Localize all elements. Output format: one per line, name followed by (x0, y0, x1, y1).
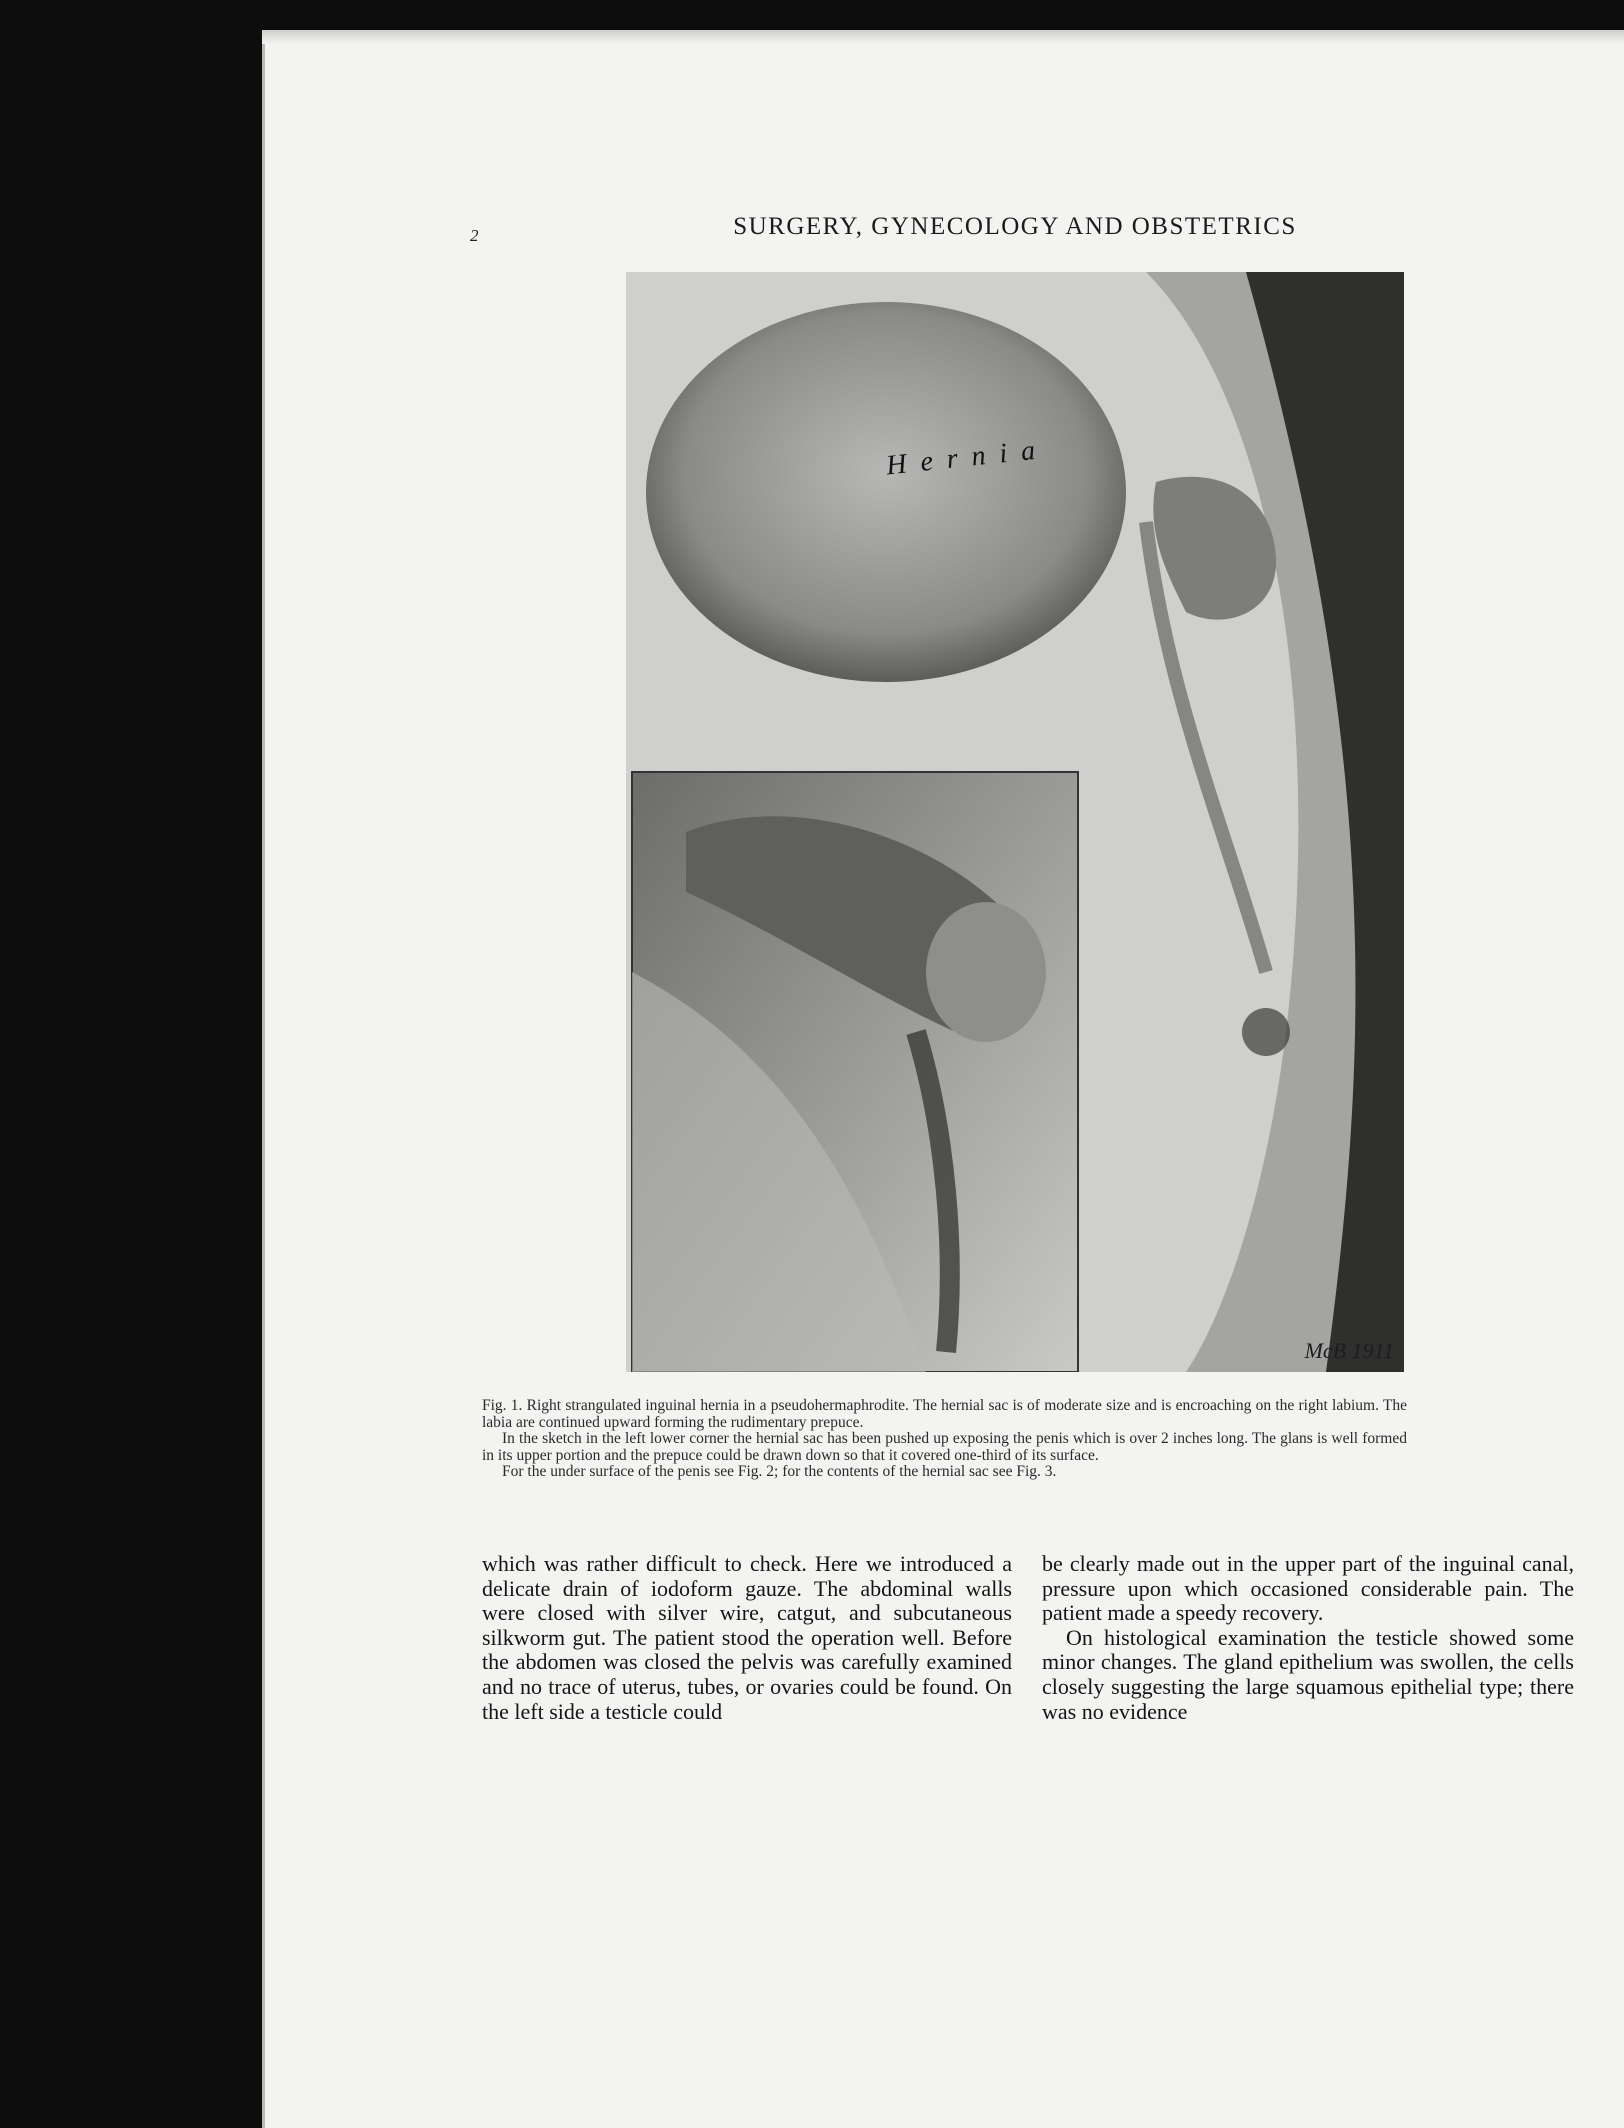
caption-line-3: For the under surface of the penis see Fig. 2; for the contents of the hernial sac see Fig. 3. (502, 1463, 1057, 1480)
figure-caption (482, 1398, 1407, 1481)
body-column-right (1042, 1552, 1574, 1724)
left-paragraph-1: which was rather difficult to check. Here we introduced a delicate drain of iodoform gauze. The abdominal walls were closed with silver wire, catgut, and subcutaneous silkworm gut. The patient stood the operation well. Before the abdomen was closed the pelvis was carefully examined and no trace of uterus, tubes, or ovaries could be found. On the left side a testicle could (482, 1551, 1012, 1724)
body-column-left (482, 1552, 1012, 1724)
right-paragraph-2: On histological examination the testicle showed some minor changes. The gland epithelium was swollen, the cells closely suggesting the large squamous epithelial type; there was no evidence (1042, 1624, 1574, 1724)
figure-plate (626, 272, 1404, 1372)
artist-signature: McB 1911 (1304, 1338, 1394, 1363)
page-number: 2 (470, 226, 479, 245)
page-top-edge (262, 30, 1624, 44)
figure-hernia-label: Hernia (884, 433, 1051, 482)
caption-line-1: Fig. 1. Right strangulated inguinal hernia in a pseudohermaphrodite. The hernial sac is of moderate size and is encroaching on the right labium. The labia are continued upward forming the rudimentary prepuce. (482, 1397, 1407, 1431)
running-title: SURGERY, GYNECOLOGY AND OBSTETRICS (733, 213, 1297, 240)
caption-line-2: In the sketch in the left lower corner the hernial sac has been pushed up exposing the penis which is over 2 inches long. The glans is well formed in its upper portion and the prepuce could be drawn down so that it covered one-third of its surface. (482, 1430, 1407, 1464)
right-paragraph-1: be clearly made out in the upper part of the inguinal canal, pressure upon which occasioned considerable pain. The patient made a speedy recovery. (1042, 1551, 1574, 1626)
